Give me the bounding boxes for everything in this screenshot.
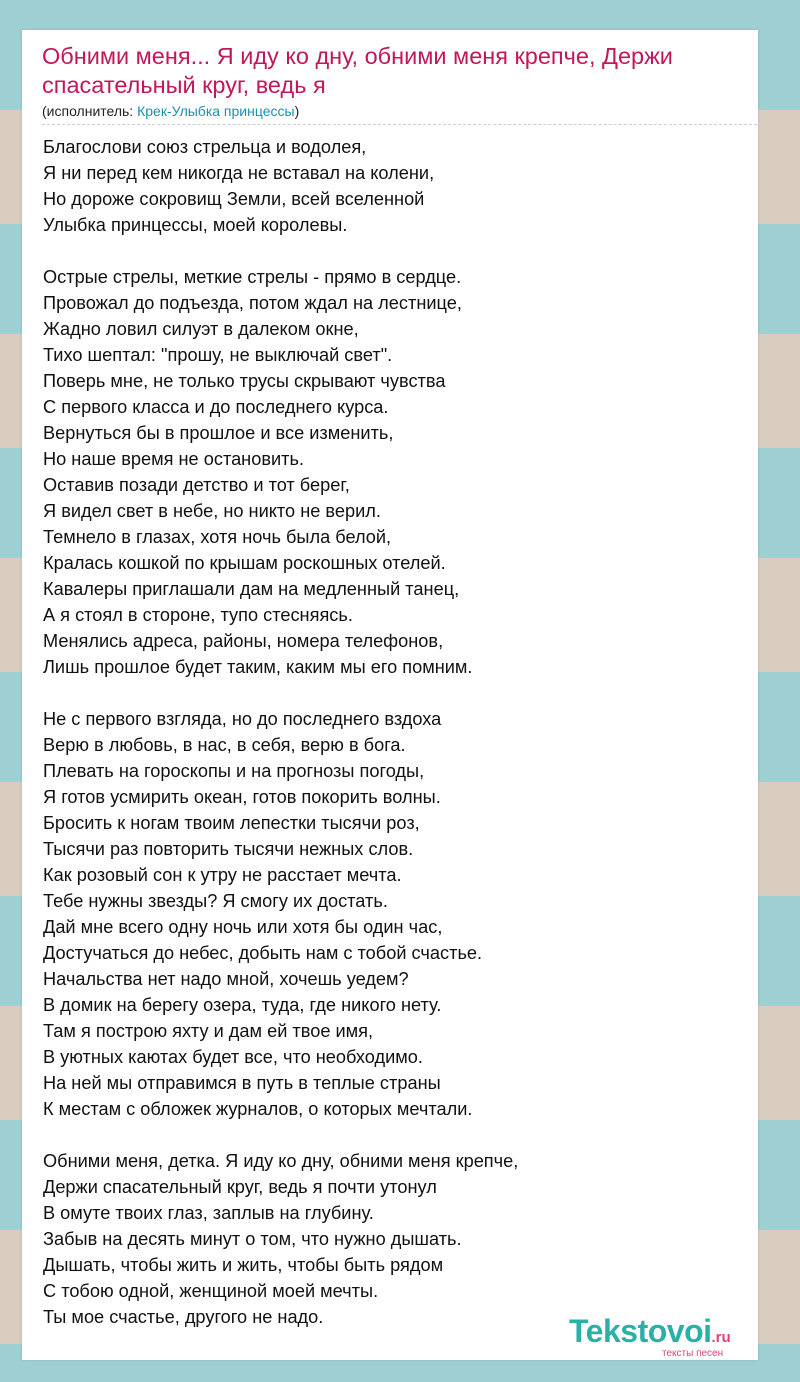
lyric-line: Поверь мне, не только трусы скрывают чувства — [43, 371, 446, 391]
lyric-line: Дай мне всего одну ночь или хотя бы один час, — [43, 917, 443, 937]
lyric-line: Тысячи раз повторить тысячи нежных слов. — [43, 839, 414, 859]
divider — [42, 124, 757, 125]
logo-main-text: Tekstovoi — [569, 1313, 712, 1349]
logo-domain: .ru — [711, 1329, 731, 1346]
artist-line — [42, 103, 299, 119]
artist-suffix: ) — [294, 103, 300, 119]
lyric-line: Я готов усмирить океан, готов покорить волны. — [43, 787, 441, 807]
lyrics-card — [22, 30, 758, 1360]
lyric-line: Острые стрелы, меткие стрелы - прямо в сердце. — [43, 267, 462, 287]
lyric-line: Плевать на гороскопы и на прогнозы погоды, — [43, 761, 425, 781]
artist-prefix: (исполнитель: — [42, 103, 138, 119]
lyric-line: Тебе нужны звезды? Я смогу их достать. — [43, 891, 388, 911]
artist-link[interactable]: Крек-Улыбка принцессы — [137, 103, 295, 119]
lyric-line: Но дороже сокровищ Земли, всей вселенной — [43, 189, 425, 209]
lyric-line: Там я построю яхту и дам ей твое имя, — [43, 1021, 374, 1041]
lyric-line: Начальства нет надо мной, хочешь уедем? — [43, 969, 409, 989]
lyric-line: С первого класса и до последнего курса. — [43, 397, 389, 417]
lyric-line: Верю в любовь, в нас, в себя, верю в бога. — [43, 735, 406, 755]
lyric-line: Но наше время не остановить. — [43, 449, 305, 469]
lyric-line: Не с первого взгляда, но до последнего вздоха — [43, 709, 442, 729]
lyric-line: Жадно ловил силуэт в далеком окне, — [43, 319, 359, 339]
logo-tagline: тексты песен — [662, 1348, 724, 1359]
stanza — [43, 134, 743, 238]
lyric-line: В домик на берегу озера, туда, где никого нету. — [43, 995, 442, 1015]
page-title: Обними меня... Я иду ко дну, обними меня крепче, Держи спасательный круг, ведь я — [42, 43, 673, 98]
lyric-line: Ты мое счастье, другого не надо. — [43, 1307, 324, 1327]
lyric-line: В уютных каютах будет все, что необходимо. — [43, 1047, 423, 1067]
lyric-line: Как розовый сон к утру не расстает мечта. — [43, 865, 402, 885]
lyric-line: В омуте твоих глаз, заплыв на глубину. — [43, 1203, 374, 1223]
lyric-line: Лишь прошлое будет таким, каким мы его помним. — [43, 657, 473, 677]
lyric-line: На ней мы отправимся в путь в теплые страны — [43, 1073, 441, 1093]
lyric-line: Темнело в глазах, хотя ночь была белой, — [43, 527, 392, 547]
lyric-line: Кавалеры приглашали дам на медленный танец, — [43, 579, 460, 599]
site-logo[interactable] — [569, 1313, 731, 1359]
lyric-line: Держи спасательный круг, ведь я почти утонул — [43, 1177, 437, 1197]
lyric-line: С тобою одной, женщиной моей мечты. — [43, 1281, 379, 1301]
lyric-line: Обними меня, детка. Я иду ко дну, обними меня крепче, — [43, 1151, 519, 1171]
lyric-line: А я стоял в стороне, тупо стесняясь. — [43, 605, 353, 625]
lyric-line: Вернуться бы в прошлое и все изменить, — [43, 423, 394, 443]
lyrics-text — [43, 134, 743, 1356]
lyric-line: Благослови союз стрельца и водолея, — [43, 137, 367, 157]
lyric-line: Тихо шептал: "прошу, не выключай свет". — [43, 345, 393, 365]
lyric-line: Дышать, чтобы жить и жить, чтобы быть рядом — [43, 1255, 444, 1275]
lyric-line: Кралась кошкой по крышам роскошных отелей. — [43, 553, 446, 573]
stanza — [43, 706, 743, 1122]
lyric-line: К местам с обложек журналов, о которых мечтали. — [43, 1099, 473, 1119]
lyric-line: Провожал до подъезда, потом ждал на лестнице, — [43, 293, 462, 313]
stanza — [43, 1148, 743, 1330]
lyric-line: Менялись адреса, районы, номера телефонов, — [43, 631, 444, 651]
lyric-line: Достучаться до небес, добыть нам с тобой счастье. — [43, 943, 483, 963]
lyric-line: Забыв на десять минут о том, что нужно дышать. — [43, 1229, 462, 1249]
lyric-line: Бросить к ногам твоим лепестки тысячи роз, — [43, 813, 420, 833]
lyric-line: Оставив позади детство и тот берег, — [43, 475, 350, 495]
stanza — [43, 264, 743, 680]
lyric-line: Я ни перед кем никогда не вставал на колени, — [43, 163, 435, 183]
lyric-line: Я видел свет в небе, но никто не верил. — [43, 501, 381, 521]
lyric-line: Улыбка принцессы, моей королевы. — [43, 215, 348, 235]
